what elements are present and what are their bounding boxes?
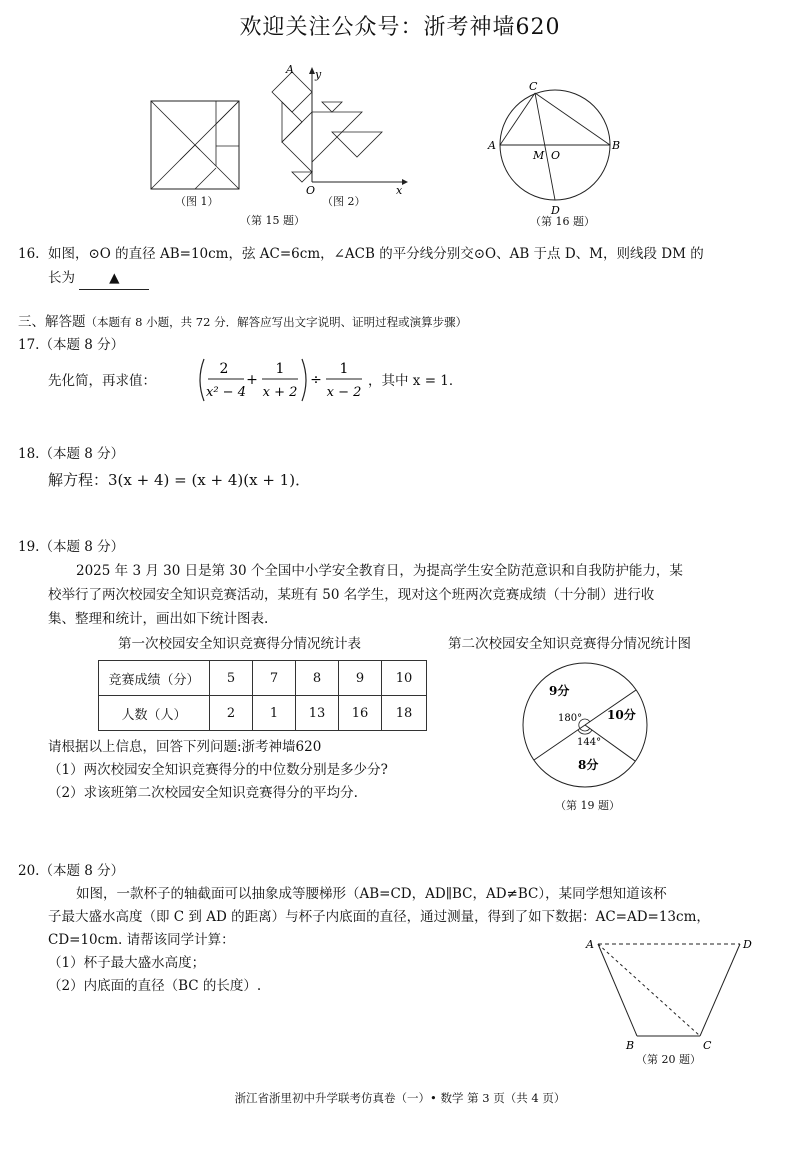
q20-line-2: 子最大盛水高度（即 C 到 AD 的距离）与杯子内底面的直径，通过测量，得到了如下数据：AC=AD=13cm， [48,909,710,925]
figure-16-caption: （第 16 题） [530,215,595,228]
figure-2-tangram-axes [262,62,412,197]
q20-label-a: A [586,938,594,951]
q19-pie-chart [515,655,655,795]
q19-ask: 请根据以上信息，回答下列问题:浙考神墙620 [48,739,322,755]
table-header-count: 人数（人） [99,696,210,731]
q20-sub-1: （1）杯子最大盛水高度； [48,955,206,971]
q19-sub-2: （2）求该班第二次校园安全知识竞赛得分的平均分. [48,785,358,801]
figure-16-label-b: B [612,139,621,152]
figure-2-caption: （图 2） [322,195,366,208]
table-cell: 7 [253,661,296,696]
section-3-header [18,310,467,330]
q18-number: 18. [18,446,40,462]
q17-header [18,336,124,356]
q20-header [18,862,124,882]
table-cell: 8 [296,661,339,696]
q20-number: 20. [18,863,40,879]
q19-points: （本题 8 分） [39,539,125,555]
q19-pie-title: 第二次校园安全知识竞赛得分情况统计图 [448,636,691,652]
q19-number: 19. [18,539,40,555]
pie-label-10: 10分 [607,708,636,722]
q19-line-3: 集、整理和统计，画出如下统计图表. [48,611,269,627]
page-footer: 浙江省浙里初中升学联考仿真卷（一）• 数学 第 3 页（共 4 页） [234,1091,566,1105]
q20-fig-caption: （第 20 题） [636,1053,701,1066]
section-3-note: （本题有 8 小题，共 72 分．解答应写出文字说明、证明过程或演算步骤） [85,315,468,329]
table-row [99,661,427,696]
table-cell: 2 [210,696,253,731]
q16-line-2 [48,269,149,290]
q17-frac1-num: 2 [219,361,229,377]
q17-number: 17. [18,337,40,353]
pie-angle-144: 144° [577,737,602,748]
pie-angle-180: 180° [558,713,583,724]
table-row [99,696,427,731]
figure-15-caption: （第 15 题） [240,214,305,227]
q20-label-c: C [703,1039,712,1052]
q17-points: （本题 8 分） [39,337,125,353]
section-3-title: 三、解答题 [18,314,86,330]
q17-suffix: ，其中 x = 1． [368,373,463,389]
table-cell: 10 [382,661,427,696]
table-cell: 1 [253,696,296,731]
figure-16-label-c: C [529,80,538,93]
figure-2-label-a: A [286,63,294,76]
table-cell: 9 [339,661,382,696]
q18-points: （本题 8 分） [39,446,125,462]
figure-16-label-m: M [533,149,545,162]
q20-line-1: 如图，一款杯子的轴截面可以抽象成等腰梯形（AB=CD，AD∥BC，AD≠BC），某同学想知道该杯 [76,886,667,902]
q19-table-title: 第一次校园安全知识竞赛得分情况统计表 [118,636,361,652]
page-header-title: 欢迎关注公众号：浙考神墙620 [239,15,561,40]
q20-sub-2: （2）内底面的直径（BC 的长度）. [48,978,262,994]
q16-number: 16. [18,246,40,262]
q18-equation: 解方程：3(x + 4) = (x + 4)(x + 1)． [48,471,311,489]
q16-blank-marker: ▲ [109,270,120,286]
table-header-score: 竞赛成绩（分） [99,661,210,696]
figure-1-tangram-square [150,100,240,190]
q17-div: ÷ [310,372,322,388]
table-cell: 16 [339,696,382,731]
q19-line-1: 2025 年 3 月 30 日是第 30 个全国中小学安全教育日，为提高学生安全防范意识和自我防护能力，某 [76,563,683,579]
pie-label-9: 9分 [549,684,570,698]
table-cell: 13 [296,696,339,731]
q20-trapezoid-figure [582,932,762,1052]
q17-frac3-den: x − 2 [326,385,362,400]
q18-header [18,445,124,465]
q17-frac2-num: 1 [275,361,285,377]
q16-line-1: 如图，⊙O 的直径 AB=10cm，弦 AC=6cm，∠ACB 的平分线分别交⊙O、AB 于点 D、M，则线段 DM 的 [48,246,704,262]
figure-16-label-d: D [551,204,560,217]
q19-score-table [98,660,427,731]
q17-prefix: 先化简，再求值： [48,373,156,389]
figure-16-label-a: A [488,139,496,152]
table-cell: 18 [382,696,427,731]
table-cell: 5 [210,661,253,696]
q19-sub-1: （1）两次校园安全知识竞赛得分的中位数分别是多少分? [48,762,388,778]
q19-header [18,538,124,558]
figure-2-label-x: x [396,184,403,197]
figure-2-label-o: O [306,184,316,197]
q19-pie-caption: （第 19 题） [555,799,620,812]
q20-points: （本题 8 分） [39,863,125,879]
pie-label-8: 8分 [578,758,599,772]
q16-line-2-prefix: 长为 [48,270,75,286]
q17-frac1-den: x² − 4 [206,385,246,400]
q17-frac3-num: 1 [339,361,349,377]
q20-label-d: D [743,938,752,951]
q17-frac2-den: x + 2 [262,385,298,400]
figure-2-label-y: y [315,68,322,81]
q20-line-3: CD=10cm. 请帮该同学计算： [48,932,235,948]
figure-1-caption: （图 1） [175,195,219,208]
q16-answer-blank [79,269,149,290]
q19-line-2: 校举行了两次校园安全知识竞赛活动，某班有 50 名学生，现对这个班两次竞赛成绩（十分制）进行收 [48,587,655,603]
figure-16-label-o: O [551,149,561,162]
figure-16-circle-diagram [485,78,625,220]
q20-label-b: B [626,1039,635,1052]
q17-plus: + [246,372,258,388]
